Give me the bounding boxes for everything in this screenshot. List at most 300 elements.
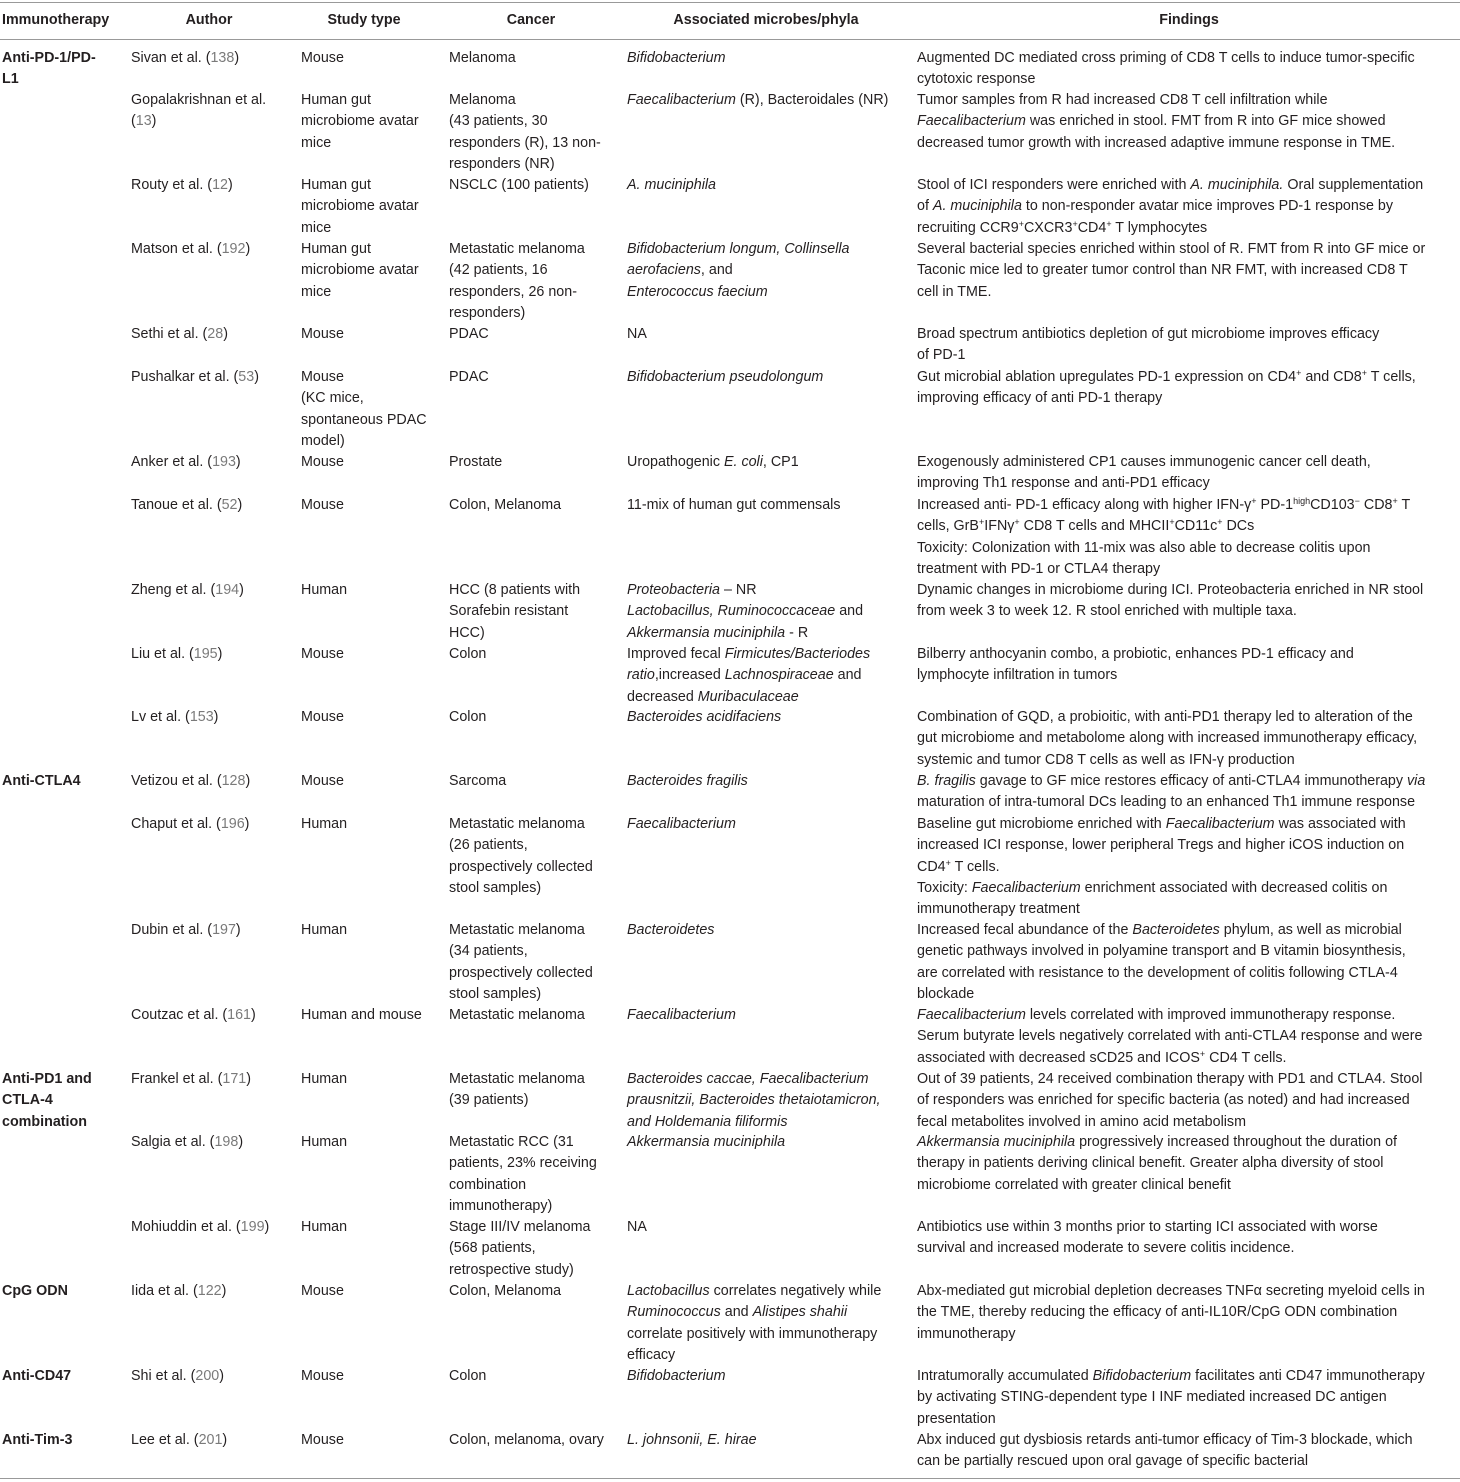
cell-line: the TME, thereby reducing the efficacy of anti-IL10R/CpG ODN combination — [917, 1304, 1398, 1321]
cell-line: Mouse — [301, 326, 344, 342]
cancer-cell — [449, 644, 486, 665]
findings-cell — [917, 814, 1406, 920]
cell-line: Colon, Melanoma — [449, 497, 562, 513]
author-cell — [131, 495, 242, 516]
author-cell — [131, 239, 250, 260]
cell-line: Bacteroidetes — [627, 922, 715, 938]
cancer-cell — [449, 1281, 561, 1302]
cell-line: Lee et al. (201) — [131, 1432, 228, 1448]
cell-line: Colon — [449, 646, 487, 662]
cell-line: maturation of intra-tumoral DCs leading to an enhanced Th1 immune response — [917, 794, 1416, 811]
cell-line: Liu et al. (195) — [131, 646, 223, 662]
cell-line: Human — [301, 922, 348, 938]
cell-line: responders, 26 non- — [449, 283, 577, 300]
author-cell — [131, 324, 228, 345]
cell-line: Increased anti- PD-1 efficacy along with higher IFN-γ+ $PD-1^{high}CD103^-$ CD8+ T — [917, 496, 1411, 513]
cell-line: from week 3 to week 12. R stool enriched with multiple taxa. — [917, 603, 1297, 620]
cell-line: Dynamic changes in microbiome during ICI. Proteobacteria enriched in NR stool — [917, 582, 1424, 598]
cell-line: Bacteroides fragilis — [627, 773, 748, 789]
cell-line: Bifidobacterium longum, Collinsella — [627, 241, 850, 257]
cell-line: cytotoxic response — [917, 71, 1036, 88]
findings-cell — [917, 580, 1423, 623]
cell-line: CD4+ T cells. — [917, 857, 1000, 875]
microbes-cell — [627, 1366, 726, 1387]
cell-line: systemic and tumor CD8 T cells as well as IFN-γ production — [917, 751, 1295, 768]
cell-line: immunotherapy — [917, 1325, 1016, 1342]
header-author: Author — [185, 12, 233, 28]
cell-line: Proteobacteria – NR — [627, 582, 757, 598]
study-type-cell — [301, 814, 347, 835]
cell-line: microbiome avatar — [301, 262, 419, 279]
author-cell — [131, 580, 244, 601]
cell-line: (568 patients, — [449, 1240, 536, 1257]
cell-line: Human gut — [301, 177, 371, 193]
microbes-cell — [627, 175, 716, 196]
cell-line: Bifidobacterium — [627, 1368, 726, 1384]
cell-line: mice — [301, 283, 332, 300]
cell-line: correlate positively with immunotherapy — [627, 1325, 878, 1342]
cell-line: Baseline gut microbiome enriched with Faecalibacterium was associated with — [917, 816, 1406, 832]
author-cell — [131, 1366, 224, 1387]
study-type-cell — [301, 771, 344, 792]
author-cell — [131, 48, 239, 69]
cell-line: Mouse — [301, 454, 344, 470]
cell-line: fecal metabolites involved in amino acid metabolism — [917, 1113, 1246, 1130]
cancer-cell — [449, 367, 489, 388]
cell-line: Sethi et al. (28) — [131, 326, 228, 342]
group-cell — [2, 1366, 71, 1387]
study-type-cell — [301, 1069, 347, 1090]
cell-line: Sarcoma — [449, 773, 507, 789]
cell-line: Colon, melanoma, ovary — [449, 1432, 604, 1448]
header-immunotherapy: Immunotherapy — [2, 12, 110, 28]
cell-line: Abx induced gut dysbiosis retards anti-tumor efficacy of Tim-3 blockade, which — [917, 1432, 1413, 1448]
cell-line: immunotherapy) — [449, 1197, 553, 1214]
microbes-cell — [627, 1132, 785, 1153]
cell-line: prospectively collected — [449, 858, 593, 875]
cell-line: Faecalibacterium levels correlated with improved immunotherapy response. — [917, 1007, 1396, 1023]
cell-line: (13) — [131, 113, 157, 130]
top-rule — [0, 2, 1460, 3]
study-type-cell — [301, 239, 419, 303]
cell-line: Mouse — [301, 369, 344, 385]
cell-line: Routy et al. (12) — [131, 177, 233, 193]
study-type-cell — [301, 1217, 347, 1238]
author-cell — [131, 707, 218, 728]
cell-line: Colon — [449, 1368, 487, 1384]
author-cell — [131, 771, 250, 792]
cell-line: Mohiuddin et al. (199) — [131, 1219, 270, 1235]
study-type-cell — [301, 495, 344, 516]
cell-line: Abx-mediated gut microbial depletion decreases TNFα secreting myeloid cells in — [917, 1283, 1425, 1299]
cell-line: Vetizou et al. (128) — [131, 773, 251, 789]
cell-line: Anti-CD47 — [2, 1368, 72, 1384]
microbes-cell — [627, 324, 647, 345]
findings-cell — [917, 324, 1379, 367]
cell-line: NSCLC (100 patients) — [449, 177, 589, 193]
cell-line: Metastatic melanoma — [449, 922, 585, 938]
cell-line: presentation — [917, 1410, 996, 1427]
findings-cell — [917, 239, 1425, 303]
cell-line: immunotherapy treatment — [917, 901, 1080, 918]
cell-line: CpG ODN — [2, 1283, 68, 1299]
cell-line: Metastatic melanoma — [449, 1007, 585, 1023]
cell-line: Intratumorally accumulated Bifidobacterium facilitates anti CD47 immunotherapy — [917, 1368, 1425, 1384]
cancer-cell — [449, 814, 593, 899]
cell-line: Dubin et al. (197) — [131, 922, 241, 938]
findings-cell — [917, 1430, 1413, 1473]
cell-line: Akkermansia muciniphila — [627, 1134, 786, 1150]
bottom-rule — [0, 1478, 1460, 1479]
cell-line: NA — [627, 1219, 647, 1235]
study-type-cell — [301, 48, 344, 69]
author-cell — [131, 1132, 243, 1153]
cell-line: Human — [301, 816, 348, 832]
microbes-cell — [627, 239, 850, 303]
cell-line: A. muciniphila — [627, 177, 716, 193]
author-cell — [131, 1069, 251, 1090]
cell-line: Exogenously administered CP1 causes immunogenic cancer cell death, — [917, 454, 1371, 470]
author-cell — [131, 1430, 227, 1451]
cell-line: Zheng et al. (194) — [131, 582, 244, 598]
cell-line: combination — [449, 1176, 527, 1193]
cell-line: Anti-PD-1/PD- — [2, 50, 96, 66]
cell-line: Frankel et al. (171) — [131, 1071, 251, 1087]
cell-line: Faecalibacterium — [627, 816, 736, 832]
cell-line: survival and increased moderate to severe colitis incidence. — [917, 1240, 1295, 1257]
cell-line: Stage III/IV melanoma — [449, 1219, 591, 1235]
cell-line: Sivan et al. (138) — [131, 50, 240, 66]
findings-cell — [917, 920, 1406, 1005]
cell-line: Human — [301, 1071, 348, 1087]
cell-line: associated with decreased sCD25 and ICOS+ CD4 T cells. — [917, 1048, 1287, 1066]
cell-line: Toxicity: Faecalibacterium enrichment associated with decreased colitis on — [917, 879, 1388, 896]
cell-line: Tanoue et al. (52) — [131, 497, 243, 513]
cell-line: Mouse — [301, 497, 344, 513]
cell-line: Several bacterial species enriched within stool of R. FMT from R into GF mice or — [917, 241, 1426, 257]
cell-line: Faecalibacterium was enriched in stool. FMT from R into GF mice showed — [917, 113, 1386, 130]
findings-cell — [917, 644, 1354, 687]
cell-line: responders (NR) — [449, 155, 555, 172]
cell-line: treatment with PD-1 or CTLA4 therapy — [917, 560, 1161, 577]
cell-line: (42 patients, 16 — [449, 262, 548, 279]
cell-line: cells, GrB+IFNγ+ CD8 T cells and MHCII+CD11c+ DCs — [917, 517, 1255, 535]
cell-line: PDAC — [449, 369, 489, 385]
cell-line: Anti-PD1 and — [2, 1071, 92, 1087]
study-type-cell — [301, 1132, 347, 1153]
study-type-cell — [301, 175, 419, 239]
cell-line: L. johnsonii, E. hirae — [627, 1432, 757, 1448]
cell-line: increased ICI response, lower peripheral Tregs and higher iCOS induction on — [917, 837, 1405, 854]
cell-line: Matson et al. (192) — [131, 241, 251, 257]
cell-line: (34 patients, — [449, 943, 528, 960]
cell-line: Mouse — [301, 50, 344, 66]
cell-line: Bifidobacterium pseudolongum — [627, 369, 824, 385]
header-cancer: Cancer — [506, 12, 556, 28]
microbes-cell — [627, 495, 840, 516]
cell-line: model) — [301, 432, 345, 449]
author-cell — [131, 814, 249, 835]
cell-line: 11-mix of human gut commensals — [627, 497, 841, 513]
cancer-cell — [449, 1430, 604, 1451]
study-type-cell — [301, 920, 347, 941]
cell-line: Salgia et al. (198) — [131, 1134, 244, 1150]
cell-line: Enterococcus faecium — [627, 283, 768, 300]
cell-line: Lv et al. (153) — [131, 709, 219, 725]
cell-line: recruiting CCR9+CXCR3+CD4+ T lymphocytes — [917, 218, 1208, 236]
cell-line: Increased fecal abundance of the Bacteroidetes phylum, as well as microbial — [917, 922, 1402, 938]
microbes-cell — [627, 1430, 757, 1451]
group-cell — [2, 48, 96, 91]
cell-line: Akkermansia muciniphila - R — [627, 624, 809, 641]
microbes-cell — [627, 367, 823, 388]
cell-line: by activating STING-dependent type I INF mediated increased DC antigen — [917, 1389, 1387, 1406]
author-cell — [131, 1217, 269, 1238]
cell-line: Lactobacillus, Ruminococcaceae and — [627, 603, 864, 620]
cell-line: responders) — [449, 304, 526, 321]
cell-line: CTLA-4 — [2, 1092, 53, 1109]
cell-line: Bacteroides caccae, Faecalibacterium — [627, 1071, 869, 1087]
cell-line: patients, 23% receiving — [449, 1155, 597, 1172]
findings-cell — [917, 1005, 1422, 1069]
cell-line: Serum butyrate levels negatively correlated with anti-CTLA4 response and were — [917, 1028, 1423, 1045]
study-type-cell — [301, 1430, 344, 1451]
cell-line: microbiome correlated with greater clinical benefit — [917, 1176, 1231, 1193]
cell-line: Metastatic melanoma — [449, 1071, 585, 1087]
group-cell — [2, 1430, 72, 1451]
cell-line: of responders was enriched for specific bacteria (as noted) and had increased — [917, 1092, 1410, 1109]
microbes-cell — [627, 814, 736, 835]
cancer-cell — [449, 48, 516, 69]
cell-line: efficacy — [627, 1346, 676, 1363]
cell-line: Metastatic melanoma — [449, 241, 585, 257]
cell-line: Human — [301, 582, 348, 598]
microbes-cell — [627, 48, 726, 69]
cell-line: Anti-Tim-3 — [2, 1432, 73, 1448]
cell-line: Shi et al. (200) — [131, 1368, 224, 1384]
study-type-cell — [301, 1005, 422, 1026]
cell-line: Mouse — [301, 1283, 344, 1299]
cell-line: Mouse — [301, 773, 344, 789]
cell-line: Human — [301, 1219, 348, 1235]
cell-line: stool samples) — [449, 879, 542, 896]
findings-cell — [917, 1132, 1397, 1196]
author-cell — [131, 920, 241, 941]
header-microbes: Associated microbes/phyla — [673, 12, 859, 28]
cell-line: PDAC — [449, 326, 489, 342]
cell-line: decreased Muribaculaceae — [627, 688, 799, 705]
cell-line: genetic pathways involved in polyamine transport and B vitamin biosynthesis, — [917, 943, 1406, 960]
cell-line: Stool of ICI responders were enriched with A. muciniphila. Oral supplementation — [917, 177, 1424, 193]
cell-line: microbiome avatar — [301, 113, 419, 130]
cell-line: Ruminococcus and Alistipes shahii — [627, 1304, 848, 1321]
cell-line: Bifidobacterium — [627, 50, 726, 66]
study-type-cell — [301, 580, 347, 601]
cell-line: blockade — [917, 985, 975, 1002]
findings-cell — [917, 495, 1410, 580]
microbes-cell — [627, 452, 799, 473]
header-study-type: Study type — [327, 12, 401, 28]
cell-line: combination — [2, 1113, 87, 1130]
cell-line: Mouse — [301, 709, 344, 725]
cell-line: Bacteroides acidifaciens — [627, 709, 782, 725]
cell-line: and Holdemania filiformis — [627, 1113, 788, 1130]
cancer-cell — [449, 175, 589, 196]
cell-line: Chaput et al. (196) — [131, 816, 250, 832]
cell-line: Colon — [449, 709, 487, 725]
cell-line: Anti-CTLA4 — [2, 773, 81, 789]
microbes-cell — [627, 707, 781, 728]
microbes-cell — [627, 1217, 647, 1238]
group-cell — [2, 771, 81, 792]
author-cell — [131, 90, 266, 133]
findings-cell — [917, 367, 1416, 410]
cancer-cell — [449, 771, 506, 792]
microbes-cell — [627, 1281, 881, 1366]
cancer-cell — [449, 707, 486, 728]
cell-line: Coutzac et al. (161) — [131, 1007, 256, 1023]
findings-cell — [917, 48, 1415, 91]
cell-line: Prostate — [449, 454, 503, 470]
author-cell — [131, 367, 259, 388]
cell-line: Faecalibacterium (R), Bacteroidales (NR) — [627, 92, 889, 108]
cell-line: Improved fecal Firmicutes/Bacteriodes — [627, 646, 871, 662]
cell-line: Human gut — [301, 241, 371, 257]
cell-line: Antibiotics use within 3 months prior to starting ICI associated with worse — [917, 1219, 1378, 1235]
cancer-cell — [449, 239, 585, 324]
study-type-cell — [301, 644, 344, 665]
cell-line: L1 — [2, 71, 19, 88]
cell-line: stool samples) — [449, 985, 542, 1002]
cancer-cell — [449, 1132, 597, 1217]
cell-line: Mouse — [301, 1432, 344, 1448]
cancer-cell — [449, 324, 489, 345]
cell-line: Taconic mice led to greater tumor control than NR FMT, with increased CD8 T — [917, 262, 1408, 279]
cell-line: microbiome avatar — [301, 198, 419, 215]
study-type-cell — [301, 452, 344, 473]
findings-cell — [917, 452, 1371, 495]
study-type-cell — [301, 707, 344, 728]
microbes-cell — [627, 771, 748, 792]
microbes-cell — [627, 920, 714, 941]
cell-line: aerofaciens, and — [627, 262, 733, 279]
microbes-cell — [627, 1069, 881, 1133]
cell-line: Lactobacillus correlates negatively while — [627, 1283, 882, 1299]
cell-line: (39 patients) — [449, 1092, 529, 1109]
author-cell — [131, 644, 222, 665]
cell-line: NA — [627, 326, 647, 342]
cell-line: improving Th1 response and anti-PD1 efficacy — [917, 475, 1210, 492]
cell-line: Out of 39 patients, 24 received combination therapy with PD1 and CTLA4. Stool — [917, 1071, 1423, 1087]
cancer-cell — [449, 452, 502, 473]
microbes-cell — [627, 644, 870, 708]
cancer-cell — [449, 580, 580, 644]
cell-line: Anker et al. (193) — [131, 454, 241, 470]
findings-cell — [917, 1366, 1425, 1430]
study-type-cell — [301, 1281, 344, 1302]
cell-line: retrospective study) — [449, 1261, 574, 1278]
cell-line: responders (R), 13 non- — [449, 134, 601, 151]
cell-line: (43 patients, 30 — [449, 113, 548, 130]
cell-line: Pushalkar et al. (53) — [131, 369, 259, 385]
cancer-cell — [449, 495, 561, 516]
findings-cell — [917, 175, 1423, 239]
cell-line: Human — [301, 1134, 348, 1150]
cell-line: ratio,increased Lachnospiraceae and — [627, 667, 862, 684]
cell-line: B. fragilis gavage to GF mice restores efficacy of anti-CTLA4 immunotherapy via — [917, 773, 1426, 789]
cell-line: prausnitzii, Bacteroides thetaiotamicron, — [627, 1092, 881, 1109]
cell-line: Combination of GQD, a probioitic, with anti-PD1 therapy led to alteration of the — [917, 709, 1413, 725]
findings-cell — [917, 1217, 1378, 1260]
cell-line: (26 patients, — [449, 837, 528, 854]
author-cell — [131, 175, 233, 196]
group-cell — [2, 1069, 92, 1133]
cell-line: Metastatic melanoma — [449, 816, 585, 832]
cell-line: Broad spectrum antibiotics depletion of gut microbiome improves efficacy — [917, 326, 1380, 342]
cell-line: Melanoma — [449, 92, 516, 108]
cell-line: lymphocyte infiltration in tumors — [917, 667, 1118, 684]
cell-line: Toxicity: Colonization with 11-mix was also able to decrease colitis upon — [917, 539, 1371, 556]
cell-line: Akkermansia muciniphila progressively increased throughout the duration of — [917, 1134, 1398, 1150]
header-findings: Findings — [1159, 12, 1219, 28]
cancer-cell — [449, 1005, 585, 1026]
cell-line: cell in TME. — [917, 283, 992, 300]
study-type-cell — [301, 367, 427, 452]
cancer-cell — [449, 920, 593, 1005]
study-type-cell — [301, 324, 344, 345]
cell-line: Uropathogenic E. coli, CP1 — [627, 454, 799, 470]
cancer-cell — [449, 90, 601, 175]
author-cell — [131, 1281, 226, 1302]
cell-line: Melanoma — [449, 50, 516, 66]
cell-line: of A. muciniphila to non-responder avatar mice improves PD-1 response by — [917, 198, 1394, 215]
cancer-cell — [449, 1366, 486, 1387]
cell-line: decreased tumor growth with increased adaptive immune response in TME. — [917, 134, 1396, 151]
cell-line: Gut microbial ablation upregulates PD-1 expression on CD4+ and CD8+ T cells, — [917, 368, 1416, 385]
findings-cell — [917, 90, 1395, 154]
cell-line: mice — [301, 219, 332, 236]
cell-line: Gopalakrishnan et al. — [131, 92, 267, 108]
study-type-cell — [301, 90, 419, 154]
cell-line: Mouse — [301, 646, 344, 662]
cancer-cell — [449, 1217, 590, 1281]
cancer-cell — [449, 1069, 585, 1112]
author-cell — [131, 452, 241, 473]
cell-line: improving efficacy of anti PD-1 therapy — [917, 390, 1163, 407]
cell-line: prospectively collected — [449, 964, 593, 981]
cell-line: gut microbiome and metabolome along with increased immunotherapy efficacy, — [917, 730, 1418, 747]
cell-line: of PD-1 — [917, 347, 966, 364]
study-type-cell — [301, 1366, 344, 1387]
findings-cell — [917, 1281, 1425, 1345]
cell-line: Bilberry anthocyanin combo, a probiotic, enhances PD-1 efficacy and — [917, 646, 1354, 662]
cell-line: Sorafebin resistant — [449, 603, 569, 620]
microbes-cell — [627, 580, 863, 644]
cell-line: Human gut — [301, 92, 371, 108]
cell-line: Mouse — [301, 1368, 344, 1384]
findings-cell — [917, 1069, 1422, 1133]
cell-line: HCC) — [449, 624, 485, 641]
cell-line: HCC (8 patients with — [449, 582, 581, 598]
microbes-cell — [627, 1005, 736, 1026]
cell-line: are correlated with resistance to the development of colitis following CTLA-4 — [917, 964, 1398, 981]
cell-line: (KC mice, — [301, 390, 364, 407]
microbes-cell — [627, 90, 888, 111]
header-rule — [0, 39, 1460, 40]
cell-line: Colon, Melanoma — [449, 1283, 562, 1299]
findings-cell — [917, 771, 1425, 814]
cell-line: Metastatic RCC (31 — [449, 1134, 574, 1150]
